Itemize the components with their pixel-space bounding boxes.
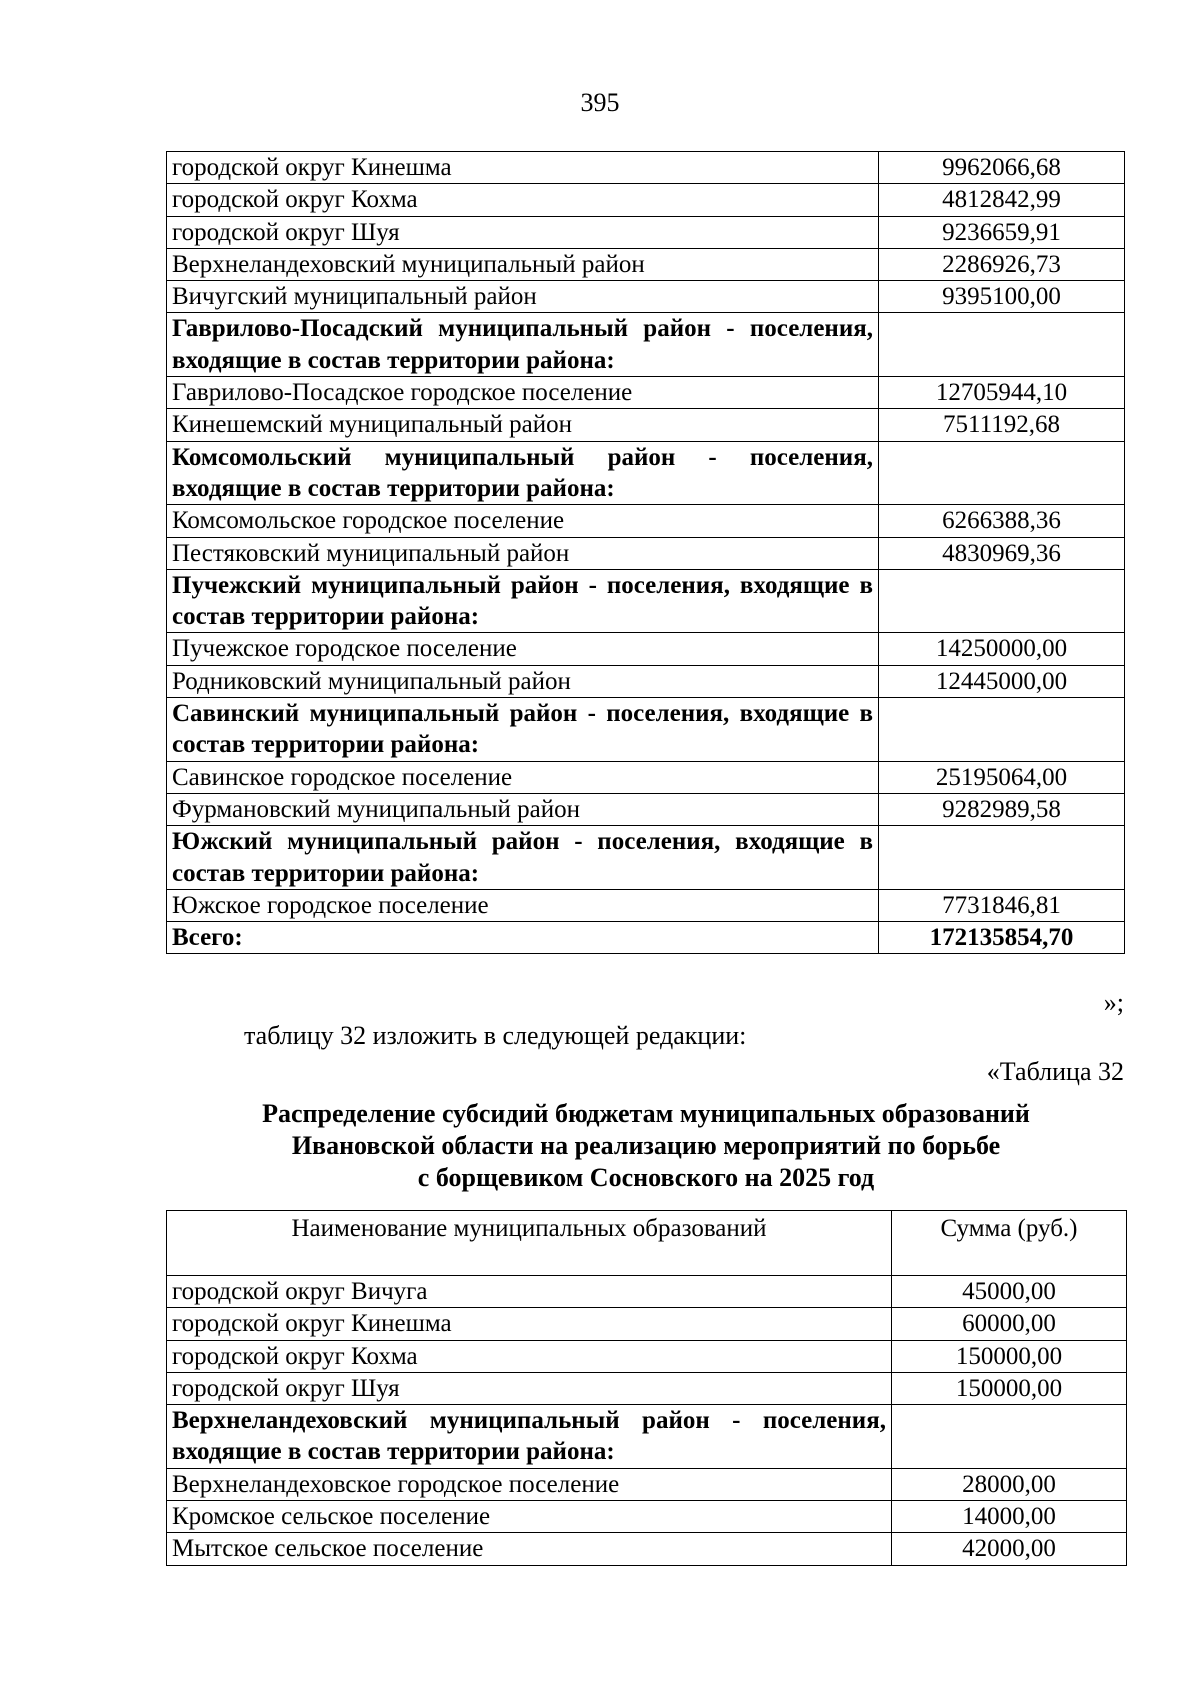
page-number: 395 [580, 88, 620, 117]
table-row [167, 1501, 1127, 1533]
subsidy-table-continued [166, 151, 1125, 954]
table-row [167, 1533, 1127, 1565]
municipality-name-cell: Верхнеландеховское городское поселение [167, 1468, 892, 1500]
amount-cell: 150000,00 [892, 1372, 1127, 1404]
municipality-name-cell: городской округ Шуя [167, 1372, 892, 1404]
table-row [167, 569, 1125, 633]
municipality-name-cell: Комсомольский муниципальный район - поселения, входящие в состав территории района: [167, 441, 879, 505]
municipality-name-cell: Савинский муниципальный район - поселения, входящие в состав территории района: [167, 698, 879, 762]
table-row [167, 152, 1125, 184]
amount-cell: 25195064,00 [879, 761, 1125, 793]
amount-cell: 45000,00 [892, 1276, 1127, 1308]
table1-body [167, 152, 1125, 954]
municipality-name-cell: городской округ Вичуга [167, 1276, 892, 1308]
amount-cell [879, 569, 1125, 633]
municipality-name-cell: Южское городское поселение [167, 889, 879, 921]
amount-cell: 60000,00 [892, 1308, 1127, 1340]
amount-cell: 14000,00 [892, 1501, 1127, 1533]
municipality-name-cell: Кромское сельское поселение [167, 1501, 892, 1533]
table-row [167, 1468, 1127, 1500]
municipality-name-cell: Верхнеландеховский муниципальный район [167, 248, 879, 280]
municipality-name-cell: Пестяковский муниципальный район [167, 537, 879, 569]
municipality-name-cell: Мытское сельское поселение [167, 1533, 892, 1565]
amount-cell: 28000,00 [892, 1468, 1127, 1500]
table-row [167, 281, 1125, 313]
amount-cell: 4830969,36 [879, 537, 1125, 569]
municipality-name-cell: Родниковский муниципальный район [167, 665, 879, 697]
table-row [167, 922, 1125, 954]
closing-quote-mark: »; [1103, 988, 1124, 1017]
municipality-name-cell: Гаврилово-Посадский муниципальный район - поселения, входящие в состав территории района: [167, 313, 879, 377]
municipality-name-cell: Верхнеландеховский муниципальный район - поселения, входящие в состав территории района: [167, 1405, 892, 1469]
table-title [166, 1098, 1126, 1194]
municipality-name-cell: городской округ Кинешма [167, 1308, 892, 1340]
table-title-line-1: Распределение субсидий бюджетам муниципальных образований [262, 1099, 1030, 1128]
municipality-name-cell: Пучежский муниципальный район - поселения, входящие в состав территории района: [167, 569, 879, 633]
municipality-name-cell: Всего: [167, 922, 879, 954]
amount-cell: 7731846,81 [879, 889, 1125, 921]
amount-cell [879, 826, 1125, 890]
municipality-name-cell: Комсомольское городское поселение [167, 505, 879, 537]
amount-cell: 9395100,00 [879, 281, 1125, 313]
amount-cell: 12705944,10 [879, 377, 1125, 409]
amount-cell: 150000,00 [892, 1340, 1127, 1372]
municipality-name-cell: Южский муниципальный район - поселения, входящие в состав территории района: [167, 826, 879, 890]
amount-cell [892, 1405, 1127, 1469]
amount-cell: 9282989,58 [879, 793, 1125, 825]
table-row [167, 761, 1125, 793]
amount-cell [879, 313, 1125, 377]
table-row [167, 441, 1125, 505]
table-row [167, 505, 1125, 537]
table-header-row [167, 1211, 1127, 1276]
table-row [167, 698, 1125, 762]
amendment-instruction: таблицу 32 изложить в следующей редакции: [244, 1021, 747, 1050]
amount-cell: 172135854,70 [879, 922, 1125, 954]
municipality-name-cell: городской округ Кинешма [167, 152, 879, 184]
table-row [167, 1308, 1127, 1340]
table-title-line-2: Ивановской области на реализацию мероприятий по борьбе [291, 1131, 1001, 1160]
table-title-line-3: с борщевиком Сосновского на 2025 год [417, 1163, 875, 1192]
amount-cell: 14250000,00 [879, 633, 1125, 665]
amount-cell: 9962066,68 [879, 152, 1125, 184]
municipality-name-cell: городской округ Шуя [167, 216, 879, 248]
header-name-cell: Наименование муниципальных образований [167, 1211, 892, 1276]
amount-cell: 4812842,99 [879, 184, 1125, 216]
hogweed-subsidy-table [166, 1210, 1127, 1566]
table-row [167, 1276, 1127, 1308]
amount-cell: 7511192,68 [879, 409, 1125, 441]
amount-cell: 9236659,91 [879, 216, 1125, 248]
amount-cell: 6266388,36 [879, 505, 1125, 537]
table-row [167, 216, 1125, 248]
amount-cell: 42000,00 [892, 1533, 1127, 1565]
municipality-name-cell: Пучежское городское поселение [167, 633, 879, 665]
table-row [167, 633, 1125, 665]
amount-cell: 12445000,00 [879, 665, 1125, 697]
table-label: «Таблица 32 [986, 1057, 1124, 1086]
municipality-name-cell: Гаврилово-Посадское городское поселение [167, 377, 879, 409]
table2-body [167, 1211, 1127, 1566]
table-row [167, 665, 1125, 697]
table-row [167, 409, 1125, 441]
table-row [167, 1405, 1127, 1469]
amount-cell [879, 698, 1125, 762]
amount-cell [879, 441, 1125, 505]
table-row [167, 537, 1125, 569]
amount-cell: 2286926,73 [879, 248, 1125, 280]
table-row [167, 889, 1125, 921]
table-row [167, 313, 1125, 377]
table-row [167, 1372, 1127, 1404]
header-amount-cell: Сумма (руб.) [892, 1211, 1127, 1276]
table-row [167, 1340, 1127, 1372]
municipality-name-cell: Кинешемский муниципальный район [167, 409, 879, 441]
municipality-name-cell: Савинское городское поселение [167, 761, 879, 793]
table-row [167, 793, 1125, 825]
municipality-name-cell: городской округ Кохма [167, 1340, 892, 1372]
municipality-name-cell: Вичугский муниципальный район [167, 281, 879, 313]
table-row [167, 377, 1125, 409]
table-row [167, 184, 1125, 216]
table-row [167, 248, 1125, 280]
municipality-name-cell: Фурмановский муниципальный район [167, 793, 879, 825]
table-row [167, 826, 1125, 890]
municipality-name-cell: городской округ Кохма [167, 184, 879, 216]
